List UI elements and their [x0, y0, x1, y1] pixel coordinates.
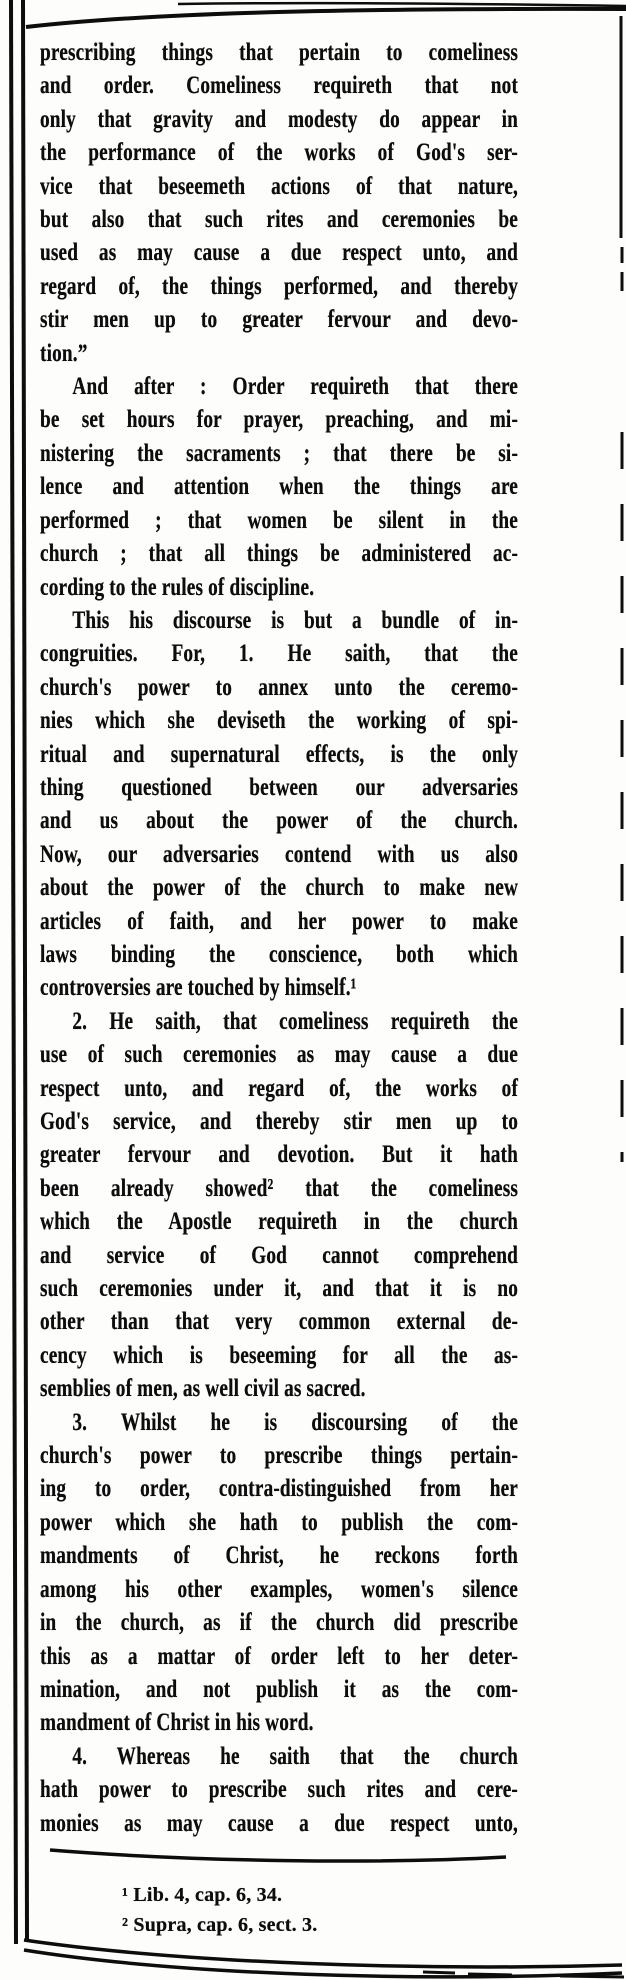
text-line: nistering the sacraments ; that there be si- — [40, 439, 519, 467]
body-paragraph — [40, 370, 518, 604]
text-line: congruities. For, 1. He saith, that the — [40, 640, 519, 668]
body-paragraph — [40, 1005, 518, 1406]
text-line: such ceremonies under it, and that it is no — [40, 1275, 519, 1303]
left-binding-rules — [11, 0, 27, 1944]
text-line: been already showed² that the comeliness — [40, 1174, 519, 1202]
text-line: monies as may cause a due respect unto, — [40, 1809, 519, 1837]
text-line: use of such ceremonies as may cause a due — [40, 1041, 519, 1069]
text-line: other than that very common external de- — [40, 1308, 519, 1336]
text-line: This his discourse is but a bundle of in- — [72, 606, 519, 634]
text-line: mandment of Christ in his word. — [40, 1709, 314, 1737]
text-line: God's service, and thereby stir men up to — [40, 1108, 519, 1135]
text-line: only that gravity and modesty do appear in — [40, 105, 519, 133]
footnote-line: ¹ Lib. 4, cap. 6, 34. — [122, 1884, 283, 1906]
text-line: And after : Order requireth that there — [72, 373, 519, 401]
text-line: respect unto, and regard of, the works of — [40, 1074, 519, 1102]
text-line: which the Apostle requireth in the church — [40, 1208, 519, 1236]
text-line: tion.” — [40, 339, 88, 367]
footnote-separator-rule — [50, 1850, 506, 1861]
text-line: lence and attention when the things are — [40, 473, 519, 501]
footnotes-block — [122, 1880, 317, 1940]
text-line: used as may cause a due respect unto, and — [40, 239, 519, 267]
text-line: ing to order, contra-distinguished from her — [40, 1475, 519, 1503]
text-line: hath power to prescribe such rites and cere- — [40, 1776, 519, 1804]
text-line: stir men up to greater fervour and devo- — [40, 306, 519, 334]
text-line: 4. Whereas he saith that the church — [72, 1742, 519, 1770]
text-line: semblies of men, as well civil as sacred. — [40, 1375, 366, 1403]
text-line: among his other examples, women's silence — [40, 1575, 519, 1603]
text-line: thing questioned between our adversaries — [40, 773, 519, 801]
text-line: and service of God cannot comprehend — [40, 1241, 519, 1269]
text-line: be set hours for prayer, preaching, and mi- — [40, 406, 519, 434]
text-line: nies which she deviseth the working of spi- — [40, 707, 519, 735]
bottom-page-edge-curves — [24, 1940, 624, 1977]
body-paragraph — [40, 1406, 518, 1740]
text-line: the performance of the works of God's ser- — [40, 139, 519, 167]
text-line: and us about the power of the church. — [40, 807, 519, 835]
page-text-column — [40, 36, 518, 1840]
text-line: mandments of Christ, he reckons forth — [40, 1542, 519, 1570]
text-line: greater fervour and devotion. But it hath — [40, 1141, 519, 1169]
text-line: Now, our adversaries contend with us also — [40, 840, 519, 868]
right-page-edge-dashes — [621, 16, 622, 1162]
text-line: mination, and not publish it as the com- — [40, 1675, 519, 1703]
top-page-edge-lines — [26, 3, 626, 27]
text-line: and order. Comeliness requireth that not — [40, 72, 519, 100]
body-paragraph — [40, 1740, 518, 1840]
text-line: church's power to prescribe things pertain- — [40, 1442, 519, 1470]
text-line: cency which is beseeming for all the as- — [40, 1341, 519, 1369]
text-line: prescribing things that pertain to comeliness — [40, 39, 519, 66]
text-line: in the church, as if the church did prescribe — [40, 1609, 519, 1637]
text-line: but also that such rites and ceremonies be — [40, 206, 519, 234]
text-line: vice that beseemeth actions of that nature, — [40, 172, 519, 200]
text-line: cording to the rules of discipline. — [40, 573, 315, 601]
text-line: performed ; that women be silent in the — [40, 506, 519, 534]
text-line: church's power to annex unto the ceremo- — [40, 673, 519, 701]
footnote-line: ² Supra, cap. 6, sect. 3. — [122, 1914, 318, 1936]
text-line: this as a mattar of order left to her deter- — [40, 1642, 519, 1670]
body-paragraph — [40, 604, 518, 1005]
text-line: ritual and supernatural effects, is the only — [40, 740, 519, 768]
text-line: 3. Whilst he is discoursing of the — [72, 1408, 519, 1436]
text-line: regard of, the things performed, and thereby — [40, 272, 519, 300]
text-line: about the power of the church to make new — [40, 874, 519, 902]
body-paragraph — [40, 36, 518, 370]
text-line: church ; that all things be administered ac- — [40, 540, 519, 568]
text-line: 2. He saith, that comeliness requireth the — [72, 1007, 519, 1035]
text-line: power which she hath to publish the com- — [40, 1508, 519, 1536]
text-line: articles of faith, and her power to make — [40, 907, 519, 935]
text-line: controversies are touched by himself.¹ — [40, 974, 357, 1002]
text-line: laws binding the conscience, both which — [40, 940, 519, 968]
